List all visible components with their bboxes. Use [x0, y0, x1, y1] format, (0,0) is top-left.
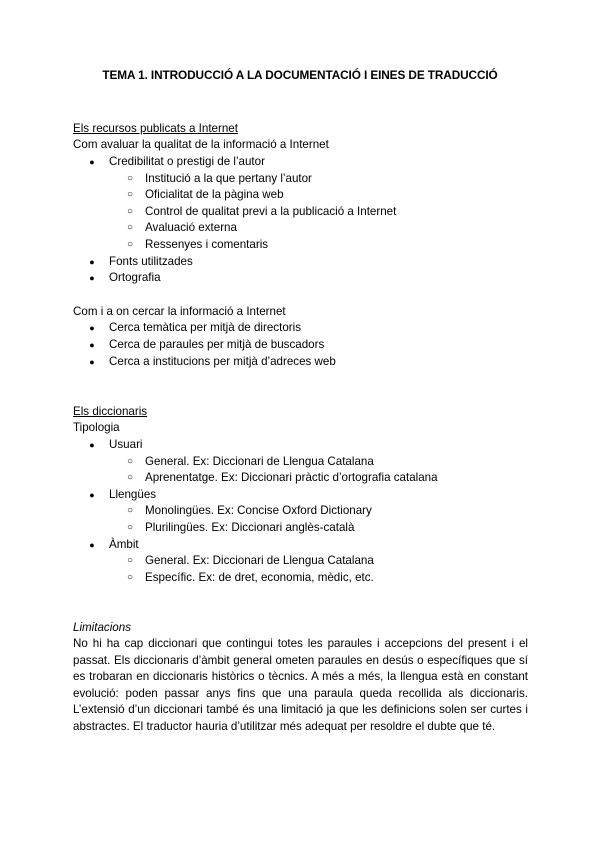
bullet-hollow-icon: ○: [126, 206, 134, 217]
section-heading-dictionaries: Els diccionaris: [73, 405, 148, 418]
list-subitem: Aprenentatge. Ex: Diccionari pràctic d’ortografia catalana: [145, 471, 438, 484]
list-subitem: Monolingües. Ex: Concise Oxford Dictionary: [145, 504, 372, 517]
list-subitem: Oficialitat de la pàgina web: [145, 188, 284, 201]
limitations-paragraph: No hi ha cap diccionari que contingui totes les paraules i accepcions del present i el passat. Els diccionaris d’àmbit general ometen paraules en desús o específiques que sí es trobaran en diccionaris històrics o tècnics. A més a més, la llengua està en constant evolució: poden passar anys fins que una paraula queda recollida als diccionaris. L’extensió d’un diccionari també és una limitació ja que les definicions solen ser curtes i abstractes. El traductor hauria d’utilitzar més adequat per resoldre el dubte que té.: [73, 637, 528, 733]
list-item: Cerca de paraules per mitjà de buscadors: [109, 338, 325, 351]
bullet-hollow-icon: ○: [126, 239, 134, 250]
section-heading-limitations: Limitacions: [73, 621, 131, 634]
bullet-hollow-icon: ○: [126, 189, 134, 200]
list-item: Cerca a institucions per mitjà d’adreces web: [109, 355, 336, 368]
bullet-hollow-icon: ○: [126, 522, 134, 533]
subheading-quality: Com avaluar la qualitat de la informació a Internet: [73, 138, 329, 151]
subheading-typology: Tipologia: [73, 421, 120, 434]
section-heading-internet-resources: Els recursos publicats a Internet: [73, 122, 238, 135]
list-subitem: Institució a la que pertany l’autor: [145, 172, 312, 185]
bullet-hollow-icon: ○: [126, 555, 134, 566]
list-subitem: General. Ex: Diccionari de Llengua Catalana: [145, 455, 374, 468]
list-item: Llengües: [109, 488, 157, 501]
bullet-hollow-icon: ○: [126, 456, 134, 467]
list-item: Fonts utilitzades: [109, 255, 193, 268]
list-subitem: Control de qualitat previ a la publicació a Internet: [145, 205, 397, 218]
list-subitem: Avaluació externa: [145, 221, 237, 234]
bullet-hollow-icon: ○: [126, 472, 134, 483]
bullet-hollow-icon: ○: [126, 572, 134, 583]
bullet-filled-icon: ●: [89, 540, 95, 550]
bullet-hollow-icon: ○: [126, 173, 134, 184]
list-subitem: General. Ex: Diccionari de Llengua Catalana: [145, 554, 374, 567]
bullet-hollow-icon: ○: [126, 222, 134, 233]
bullet-hollow-icon: ○: [126, 505, 134, 516]
bullet-filled-icon: ●: [89, 157, 95, 167]
bullet-filled-icon: ●: [89, 323, 95, 333]
list-item: Cerca temàtica per mitjà de directoris: [109, 321, 302, 334]
bullet-filled-icon: ●: [89, 440, 95, 450]
list-item: Credibilitat o prestigi de l’autor: [109, 155, 265, 168]
bullet-filled-icon: ●: [89, 340, 95, 350]
bullet-filled-icon: ●: [89, 257, 95, 267]
bullet-filled-icon: ●: [89, 490, 95, 500]
list-subitem: Ressenyes i comentaris: [145, 238, 269, 251]
bullet-filled-icon: ●: [89, 357, 95, 367]
page-title: TEMA 1. INTRODUCCIÓ A LA DOCUMENTACIÓ I EINES DE TRADUCCIÓ: [102, 68, 498, 82]
list-subitem: Específic. Ex: de dret, economia, mèdic, etc.: [145, 571, 374, 584]
list-subitem: Plurilingües. Ex: Diccionari anglès-català: [145, 521, 355, 534]
list-item: Ortografia: [109, 271, 161, 284]
subheading-search: Com i a on cercar la informació a Internet: [73, 305, 286, 318]
bullet-filled-icon: ●: [89, 273, 95, 283]
list-item: Usuari: [109, 438, 143, 451]
list-item: Àmbit: [109, 538, 139, 551]
